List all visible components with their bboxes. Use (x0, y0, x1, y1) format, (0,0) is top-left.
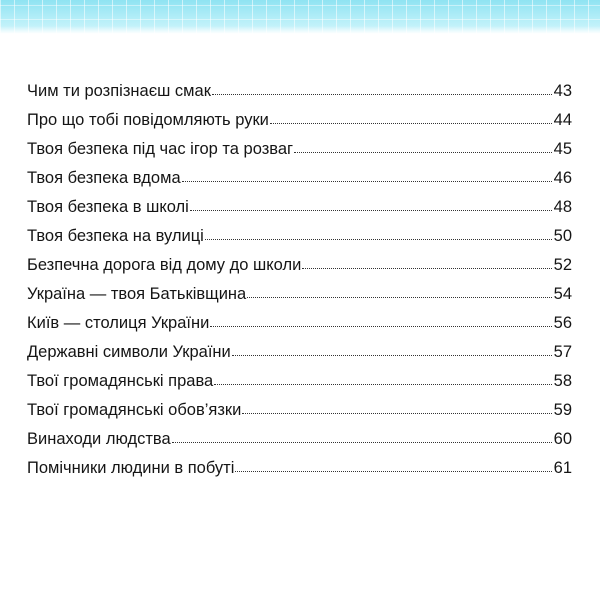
toc-dot-leader (232, 355, 552, 356)
toc-dot-leader (182, 181, 552, 182)
toc-entry (27, 401, 572, 430)
toc-entry-title: Твої громадянські обов’язки (27, 401, 242, 419)
toc-entry-title: Київ — столиця України (27, 314, 210, 332)
toc-entry-title: Україна — твоя Батьківщина (27, 285, 247, 303)
toc-entry-page: 57 (553, 343, 572, 361)
toc-entry (27, 140, 572, 169)
toc-entry-title: Чим ти розпізнаєш смак (27, 82, 211, 100)
toc-entry-page: 52 (553, 256, 572, 274)
toc-dot-leader (205, 239, 552, 240)
toc-entry (27, 314, 572, 343)
decorative-header-band (0, 0, 600, 34)
toc-entry-page: 43 (553, 82, 572, 100)
toc-entry-title: Твоя безпека під час ігор та розваг (27, 140, 294, 158)
toc-entry (27, 256, 572, 285)
toc-entry-title: Про що тобі повідомляють руки (27, 111, 269, 129)
toc-dot-leader (235, 471, 551, 472)
toc-entry-title: Винаходи людства (27, 430, 171, 448)
toc-dot-leader (294, 152, 552, 153)
toc-entry-page: 46 (553, 169, 572, 187)
toc-entry (27, 82, 572, 111)
table-of-contents (27, 82, 572, 488)
toc-dot-leader (247, 297, 551, 298)
toc-entry (27, 111, 572, 140)
toc-dot-leader (270, 123, 552, 124)
toc-entry-page: 56 (553, 314, 572, 332)
toc-dot-leader (190, 210, 552, 211)
toc-entry (27, 198, 572, 227)
toc-entry-page: 48 (553, 198, 572, 216)
toc-entry-page: 44 (553, 111, 572, 129)
toc-dot-leader (172, 442, 552, 443)
toc-entry-page: 59 (553, 401, 572, 419)
toc-dot-leader (212, 94, 552, 95)
toc-entry-page: 61 (553, 459, 572, 477)
toc-entry (27, 343, 572, 372)
toc-entry (27, 285, 572, 314)
toc-entry (27, 459, 572, 488)
toc-entry-title: Твої громадянські права (27, 372, 214, 390)
toc-entry-page: 50 (553, 227, 572, 245)
toc-dot-leader (302, 268, 551, 269)
toc-entry-page: 54 (553, 285, 572, 303)
toc-dot-leader (214, 384, 551, 385)
toc-dot-leader (242, 413, 551, 414)
toc-entry-page: 60 (553, 430, 572, 448)
toc-entry (27, 227, 572, 256)
toc-entry-page: 45 (553, 140, 572, 158)
toc-entry-page: 58 (553, 372, 572, 390)
toc-entry-title: Державні символи України (27, 343, 231, 361)
toc-entry-title: Твоя безпека вдома (27, 169, 181, 187)
toc-entry (27, 372, 572, 401)
toc-entry-title: Безпечна дорога від дому до школи (27, 256, 302, 274)
toc-entry-title: Помічники людини в побуті (27, 459, 235, 477)
toc-entry (27, 430, 572, 459)
toc-entry-title: Твоя безпека в школі (27, 198, 189, 216)
toc-entry (27, 169, 572, 198)
toc-dot-leader (210, 326, 551, 327)
toc-entry-title: Твоя безпека на вулиці (27, 227, 204, 245)
